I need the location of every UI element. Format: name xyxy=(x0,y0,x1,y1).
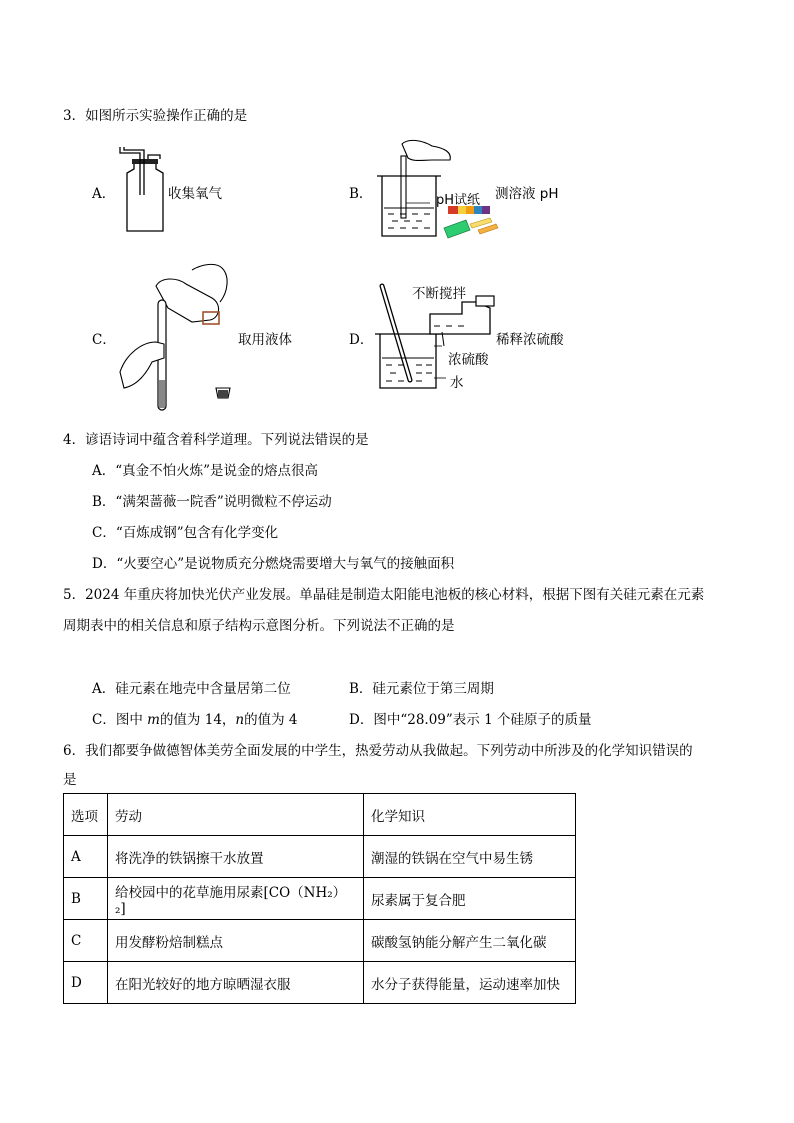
q6-stem-line2: 是 xyxy=(63,772,77,788)
header-option: 选项 xyxy=(64,794,108,836)
q3-stem: 3．如图所示实验操作正确的是 xyxy=(63,108,248,124)
table-cell: 潮湿的铁锅在空气中易生锈 xyxy=(364,836,576,878)
pour-liquid-figure xyxy=(112,262,242,412)
q5-stem-line1: 5．2024 年重庆将加快光伏产业发展。单晶硅是制造太阳能电池板的核心材料，根据下图有关硅元素在元素 xyxy=(63,587,705,603)
table-row xyxy=(64,962,576,1004)
q4-option-b: B．“满架蔷薇一院香”说明微粒不停运动 xyxy=(92,494,332,510)
table-cell: 在阳光较好的地方晾晒湿衣服 xyxy=(108,962,364,1004)
q5-option-c xyxy=(92,708,298,728)
q5-option-c-m: m xyxy=(147,712,160,728)
q4-option-c: C．“百炼成钢”包含有化学变化 xyxy=(92,525,279,541)
q3-option-d-letter: D． xyxy=(349,332,374,348)
q4-stem: 4．谚语诗词中蕴含着科学道理。下列说法错误的是 xyxy=(63,432,369,448)
q5-option-b: B．硅元素位于第三周期 xyxy=(349,681,494,697)
stir-label: 不断搅拌 xyxy=(412,286,466,302)
q3-option-d-caption: 稀释浓硫酸 xyxy=(496,332,564,348)
table-row xyxy=(64,920,576,962)
conc-acid-label: 浓硫酸 xyxy=(448,352,489,368)
water-label: 水 xyxy=(450,375,464,391)
q5-option-c-pre: C．图中 xyxy=(92,712,148,728)
q3-option-b-caption: 测溶液 pH xyxy=(495,186,559,202)
table-cell: 碳酸氢钠能分解产生二氧化碳 xyxy=(364,920,576,962)
q3-option-a-letter: A． xyxy=(92,186,116,202)
ph-paper-label: pH试纸 xyxy=(436,193,481,208)
q5-option-c-n: n xyxy=(235,712,245,728)
header-knowledge: 化学知识 xyxy=(364,794,576,836)
table-cell: B xyxy=(64,878,108,920)
table-row xyxy=(64,878,576,920)
header-labor: 劳动 xyxy=(108,794,364,836)
q5-option-c-post: 的值为 4 xyxy=(244,712,298,728)
q6-table xyxy=(63,793,576,1004)
gas-collection-bottle-figure xyxy=(112,145,172,237)
q5-stem-line2: 周期表中的相关信息和原子结构示意图分析。下列说法不正确的是 xyxy=(63,618,455,634)
q4-option-a: A．“真金不怕火炼”是说金的熔点很高 xyxy=(92,463,319,479)
q5-option-d: D．图中“28.09”表示 1 个硅原子的质量 xyxy=(349,712,592,728)
q3-option-c-letter: C． xyxy=(92,332,116,348)
table-cell: A xyxy=(64,836,108,878)
q3-option-b-letter: B． xyxy=(349,186,373,202)
table-cell: 尿素属于复合肥 xyxy=(364,878,576,920)
table-cell: 水分子获得能量，运动速率加快 xyxy=(364,962,576,1004)
table-row xyxy=(64,836,576,878)
q3-option-c-caption: 取用液体 xyxy=(238,332,292,348)
table-cell: 将洗净的铁锅擦干水放置 xyxy=(108,836,364,878)
table-cell: 给校园中的花草施用尿素[CO（NH₂）₂] xyxy=(108,878,364,920)
table-header-row xyxy=(64,794,576,836)
q3-option-a-caption: 收集氧气 xyxy=(168,186,222,202)
table-cell: D xyxy=(64,962,108,1004)
table-cell: 用发酵粉焙制糕点 xyxy=(108,920,364,962)
q6-stem-line1: 6．我们都要争做德智体美劳全面发展的中学生，热爱劳动从我做起。下列劳动中所涉及的化学知识错误的 xyxy=(63,743,693,759)
table-cell: C xyxy=(64,920,108,962)
q5-option-a: A．硅元素在地壳中含量居第二位 xyxy=(92,681,291,697)
q4-option-d: D．“火要空心”是说物质充分燃烧需要增大与氧气的接触面积 xyxy=(92,556,455,572)
q5-option-c-mid: 的值为 14， xyxy=(159,712,236,728)
